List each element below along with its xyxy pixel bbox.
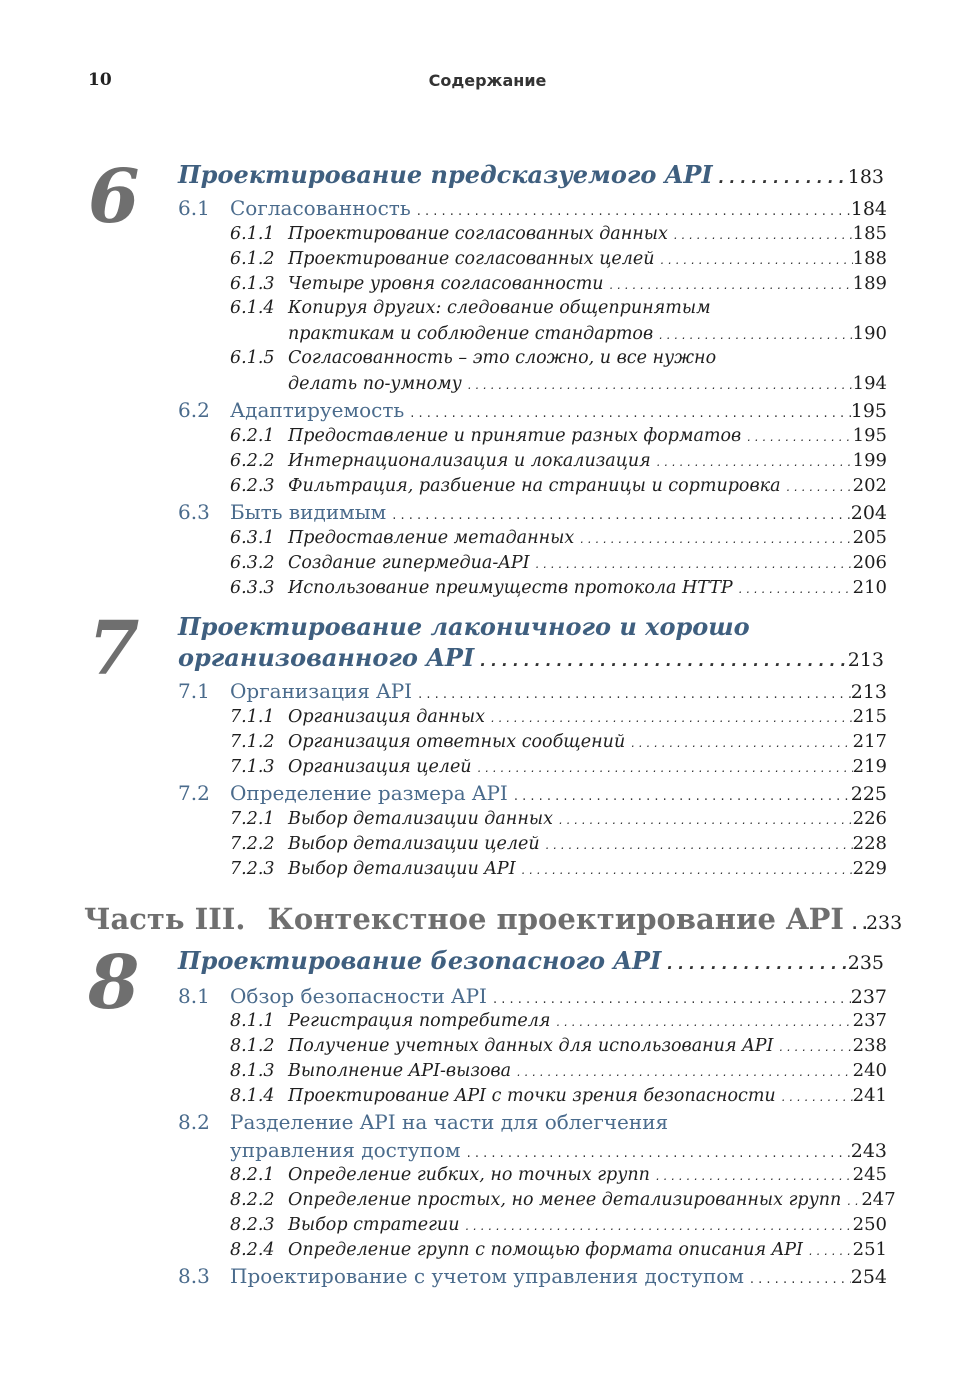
leader-dots — [713, 160, 848, 189]
section-title-line1: Разделение API на части для облегчения — [230, 1110, 669, 1134]
subsection-number: 6.1.5 — [230, 348, 275, 368]
subsection-title: Выбор стратегии — [288, 1215, 460, 1235]
toc-subsection — [0, 223, 887, 244]
chapter-heading-continued — [0, 643, 884, 672]
leader-dots — [625, 732, 852, 752]
leader-dots — [841, 1190, 861, 1210]
leader-dots — [462, 374, 853, 394]
subsection-number: 8.2.4 — [230, 1240, 275, 1260]
subsection-title-line2: делать по-умному — [288, 374, 462, 394]
leader-dots — [776, 1086, 853, 1106]
subsection-number: 6.1.3 — [230, 274, 275, 294]
chapter-number: 8 — [88, 940, 140, 1026]
section-title: Согласованность — [230, 196, 411, 220]
subsection-title: Выбор детализации данных — [288, 809, 553, 829]
leader-dots — [411, 196, 851, 220]
page-ref: 199 — [852, 450, 887, 471]
subsection-title: Предоставление метаданных — [288, 528, 575, 548]
subsection-number: 6.1.2 — [230, 249, 275, 269]
chapter-title-line1: Проектирование лаконичного и хорошо — [178, 612, 750, 641]
toc-subsection — [0, 298, 975, 318]
toc-subsection — [0, 1010, 887, 1031]
section-number: 6.3 — [178, 500, 210, 524]
part-label: Часть III. — [84, 902, 246, 936]
subsection-number: 7.1.2 — [230, 732, 275, 752]
leader-dots — [781, 476, 853, 496]
subsection-number: 7.2.1 — [230, 809, 275, 829]
section-number: 8.1 — [178, 984, 210, 1008]
page-ref: 202 — [852, 475, 887, 496]
page-ref: 237 — [852, 1010, 887, 1031]
page-ref: 238 — [852, 1035, 887, 1056]
toc-subsection — [0, 248, 887, 269]
subsection-title: Выбор детализации целей — [288, 834, 540, 854]
toc-subsection — [0, 273, 887, 294]
toc-subsection — [0, 425, 887, 446]
page-ref: 233 — [865, 912, 903, 934]
subsection-number: 8.2.2 — [230, 1190, 275, 1210]
chapter-number: 7 — [88, 606, 140, 692]
subsection-number: 6.2.2 — [230, 451, 275, 471]
subsection-title: Организация данных — [288, 707, 485, 727]
page-ref: 229 — [852, 858, 887, 879]
page-ref: 206 — [852, 552, 887, 573]
leader-dots — [741, 426, 852, 446]
section-number: 8.2 — [178, 1110, 210, 1134]
subsection-title-line1: Копируя других: следование общепринятым — [288, 298, 711, 318]
subsection-title: Организация ответных сообщений — [288, 732, 626, 752]
leader-dots — [553, 809, 853, 829]
toc-subsection — [0, 706, 887, 727]
subsection-title: Определение простых, но менее детализированных групп — [288, 1190, 842, 1210]
toc-subsection — [0, 858, 887, 879]
subsection-title: Проектирование согласованных целей — [288, 249, 655, 269]
leader-dots — [668, 224, 853, 244]
subsection-number: 7.2.3 — [230, 859, 275, 879]
subsection-number: 6.3.2 — [230, 553, 275, 573]
subsection-number: 6.3.1 — [230, 528, 275, 548]
section-title: Организация API — [230, 679, 413, 703]
leader-dots — [803, 1240, 853, 1260]
subsection-number: 7.2.2 — [230, 834, 275, 854]
page-ref: 210 — [852, 577, 887, 598]
subsection-title-line2: практикам и соблюдение стандартов — [288, 324, 654, 344]
toc-subsection — [0, 527, 887, 548]
page-ref: 204 — [850, 502, 887, 524]
leader-dots — [655, 249, 853, 269]
toc-section-continued — [0, 1138, 887, 1162]
toc-subsection — [0, 1060, 887, 1081]
toc-subsection — [0, 1239, 887, 1260]
page-ref: 245 — [852, 1164, 887, 1185]
leader-dots — [744, 1264, 851, 1288]
section-number: 6.1 — [178, 196, 210, 220]
toc-subsection — [0, 577, 887, 598]
leader-dots — [773, 1036, 852, 1056]
subsection-number: 8.1.3 — [230, 1061, 275, 1081]
subsection-title: Фильтрация, разбиение на страницы и сортировка — [288, 476, 781, 496]
section-number: 7.2 — [178, 781, 210, 805]
toc-subsection — [0, 348, 975, 368]
page-ref: 226 — [852, 808, 887, 829]
section-title: Обзор безопасности API — [230, 984, 487, 1008]
subsection-number: 6.2.3 — [230, 476, 275, 496]
toc-section — [0, 398, 887, 422]
subsection-title: Создание гипермедиа-API — [288, 553, 530, 573]
subsection-number: 7.1.1 — [230, 707, 275, 727]
page-ref: 189 — [852, 273, 887, 294]
running-title: Содержание — [428, 71, 547, 90]
leader-dots — [516, 859, 853, 879]
subsection-number: 8.2.3 — [230, 1215, 275, 1235]
subsection-title: Регистрация потребителя — [288, 1011, 551, 1031]
subsection-title: Определение групп с помощью формата описания API — [288, 1240, 803, 1260]
section-title: Определение размера API — [230, 781, 508, 805]
chapter-heading — [0, 946, 884, 975]
subsection-title: Проектирование API с точки зрения безопасности — [288, 1086, 776, 1106]
chapter-title-line2: организованного API — [178, 643, 475, 672]
toc-section — [0, 500, 887, 524]
toc-section — [0, 1264, 887, 1288]
page-ref: 183 — [847, 166, 884, 188]
page-ref: 250 — [852, 1214, 887, 1235]
leader-dots — [461, 1138, 851, 1162]
subsection-number: 6.1.1 — [230, 224, 275, 244]
page-ref: 225 — [850, 783, 887, 805]
toc-subsection — [0, 833, 887, 854]
page-ref: 195 — [852, 425, 887, 446]
toc-subsection — [0, 475, 887, 496]
page-ref: 243 — [850, 1140, 887, 1162]
section-title-line2: управления доступом — [230, 1138, 461, 1162]
toc-section — [0, 196, 887, 220]
leader-dots — [404, 398, 850, 422]
leader-dots — [574, 528, 852, 548]
toc-subsection-continued — [0, 373, 887, 394]
toc-subsection — [0, 552, 887, 573]
page-ref: 215 — [852, 706, 887, 727]
toc-subsection — [0, 1085, 887, 1106]
leader-dots — [485, 707, 853, 727]
page-ref: 217 — [852, 731, 887, 752]
page-ref: 254 — [850, 1266, 887, 1288]
toc-section — [0, 781, 887, 805]
leader-dots — [653, 324, 852, 344]
page-ref: 241 — [852, 1085, 887, 1106]
page-ref: 228 — [852, 833, 887, 854]
subsection-title: Интернационализация и локализация — [288, 451, 651, 471]
leader-dots — [508, 781, 851, 805]
toc-subsection — [0, 1214, 887, 1235]
part-title: Контекстное проектирование API — [267, 902, 844, 936]
toc-section — [0, 984, 887, 1008]
subsection-number: 7.1.3 — [230, 757, 275, 777]
leader-dots — [540, 834, 853, 854]
toc-section — [0, 679, 887, 703]
leader-dots — [472, 757, 853, 777]
leader-dots — [661, 946, 847, 975]
page-ref: 190 — [852, 323, 887, 344]
section-number: 8.3 — [178, 1264, 210, 1288]
page-ref: 213 — [847, 649, 884, 671]
subsection-title-line1: Согласованность – это сложно, и все нужно — [288, 348, 717, 368]
page-ref: 195 — [850, 400, 887, 422]
page-number: 10 — [88, 70, 112, 90]
leader-dots — [733, 578, 853, 598]
subsection-title: Выбор детализации API — [288, 859, 516, 879]
subsection-title: Использование преимуществ протокола HTTP — [288, 578, 733, 598]
chapter-title: Проектирование безопасного API — [178, 946, 662, 975]
toc-section — [0, 1110, 975, 1134]
subsection-number: 6.3.3 — [230, 578, 275, 598]
page-ref: 240 — [852, 1060, 887, 1081]
section-title: Быть видимым — [230, 500, 387, 524]
toc-subsection — [0, 450, 887, 471]
subsection-number: 8.1.1 — [230, 1011, 275, 1031]
leader-dots — [412, 679, 851, 703]
subsection-number: 8.1.2 — [230, 1036, 275, 1056]
leader-dots — [511, 1061, 853, 1081]
page-ref: 247 — [861, 1189, 896, 1210]
leader-dots — [530, 553, 853, 573]
leader-dots — [604, 274, 853, 294]
subsection-title: Предоставление и принятие разных форматов — [288, 426, 742, 446]
toc-subsection — [0, 1164, 887, 1185]
subsection-title: Проектирование согласованных данных — [288, 224, 668, 244]
toc-subsection — [0, 1035, 887, 1056]
subsection-number: 6.2.1 — [230, 426, 275, 446]
subsection-title: Определение гибких, но точных групп — [288, 1165, 650, 1185]
section-number: 6.2 — [178, 398, 210, 422]
leader-dots — [474, 643, 848, 672]
page-ref: 185 — [852, 223, 887, 244]
subsection-title: Выполнение API-вызова — [288, 1061, 512, 1081]
subsection-number: 8.1.4 — [230, 1086, 275, 1106]
toc-subsection — [0, 1189, 896, 1210]
leader-dots — [651, 451, 853, 471]
page-ref: 219 — [852, 756, 887, 777]
chapter-number: 6 — [88, 154, 140, 240]
chapter-heading — [0, 160, 884, 189]
toc-subsection — [0, 731, 887, 752]
section-title: Проектирование с учетом управления доступом — [230, 1264, 744, 1288]
page-ref: 205 — [852, 527, 887, 548]
page-ref: 184 — [850, 198, 887, 220]
page-ref: 188 — [852, 248, 887, 269]
toc-subsection — [0, 756, 887, 777]
leader-dots — [551, 1011, 853, 1031]
toc-subsection-continued — [0, 323, 887, 344]
page-ref: 213 — [850, 681, 887, 703]
page-ref: 251 — [852, 1239, 887, 1260]
subsection-title: Организация целей — [288, 757, 472, 777]
leader-dots — [487, 984, 851, 1008]
leader-dots — [844, 902, 866, 936]
leader-dots — [459, 1215, 852, 1235]
chapter-heading — [0, 612, 975, 641]
subsection-number: 8.2.1 — [230, 1165, 275, 1185]
page-ref: 194 — [852, 373, 887, 394]
section-number: 7.1 — [178, 679, 210, 703]
subsection-number: 6.1.4 — [230, 298, 275, 318]
page-ref: 235 — [847, 952, 884, 974]
page-ref: 237 — [850, 986, 887, 1008]
chapter-title: Проектирование предсказуемого API — [178, 160, 713, 189]
toc-subsection — [0, 808, 887, 829]
section-title: Адаптируемость — [230, 398, 405, 422]
subsection-title: Получение учетных данных для использования API — [288, 1036, 774, 1056]
subsection-title: Четыре уровня согласованности — [288, 274, 604, 294]
leader-dots — [650, 1165, 853, 1185]
leader-dots — [386, 500, 851, 524]
part-heading — [0, 902, 903, 936]
